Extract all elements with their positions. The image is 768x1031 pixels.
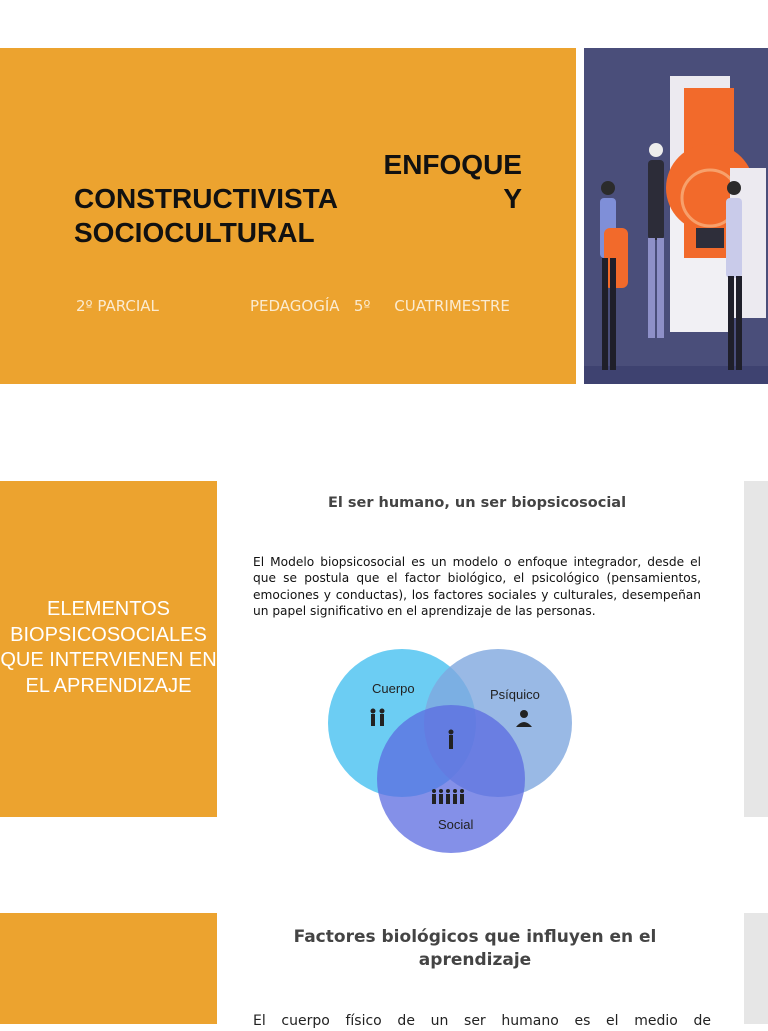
title-line-1: ENFOQUE [383, 149, 522, 180]
slide2-heading: El ser humano, un ser biopsicosocial [327, 495, 627, 511]
slide2-body-text: El Modelo biopsicosocial es un modelo o enfoque integrador, desde el que se postula que el factor biológico, el psicológico (pensamientos, emociones y conductas), los factores sociales y culturales, desempeñan un papel significativo en el aprendizaje de las personas. [253, 555, 701, 619]
slide2-gray-side-bar [744, 481, 768, 817]
title-word-y: Y [503, 183, 522, 214]
venn-label-psiquico: Psíquico [490, 687, 540, 702]
biopsicosocial-venn-diagram [320, 645, 580, 860]
slide3-body-text: El cuerpo físico de un ser humano es el medio de [253, 1013, 711, 1029]
subtitle-pedagogia: PEDAGOGÍA 5º CUATRIMESTRE [250, 297, 510, 315]
venn-label-cuerpo: Cuerpo [372, 681, 415, 696]
venn-label-social: Social [438, 817, 474, 832]
title-line-3: SOCIOCULTURAL [74, 217, 315, 248]
slide2-panel-title: ELEMENTOS BIOPSICOSOCIALES QUE INTERVIENEN EN EL APRENDIZAJE [0, 598, 217, 697]
title-word-constructivista: CONSTRUCTIVISTA [74, 183, 338, 214]
slide3-side-panel [0, 913, 217, 1024]
title-line-2 [74, 182, 522, 215]
puzzle-lightbulb-illustration [584, 48, 768, 384]
center-person-icon [449, 730, 454, 750]
subtitle-parcial: 2º PARCIAL [76, 297, 159, 315]
slide3-heading: Factores biológicos que influyen en el aprendizaje [293, 927, 657, 970]
slide3-gray-side-bar [744, 913, 768, 1024]
